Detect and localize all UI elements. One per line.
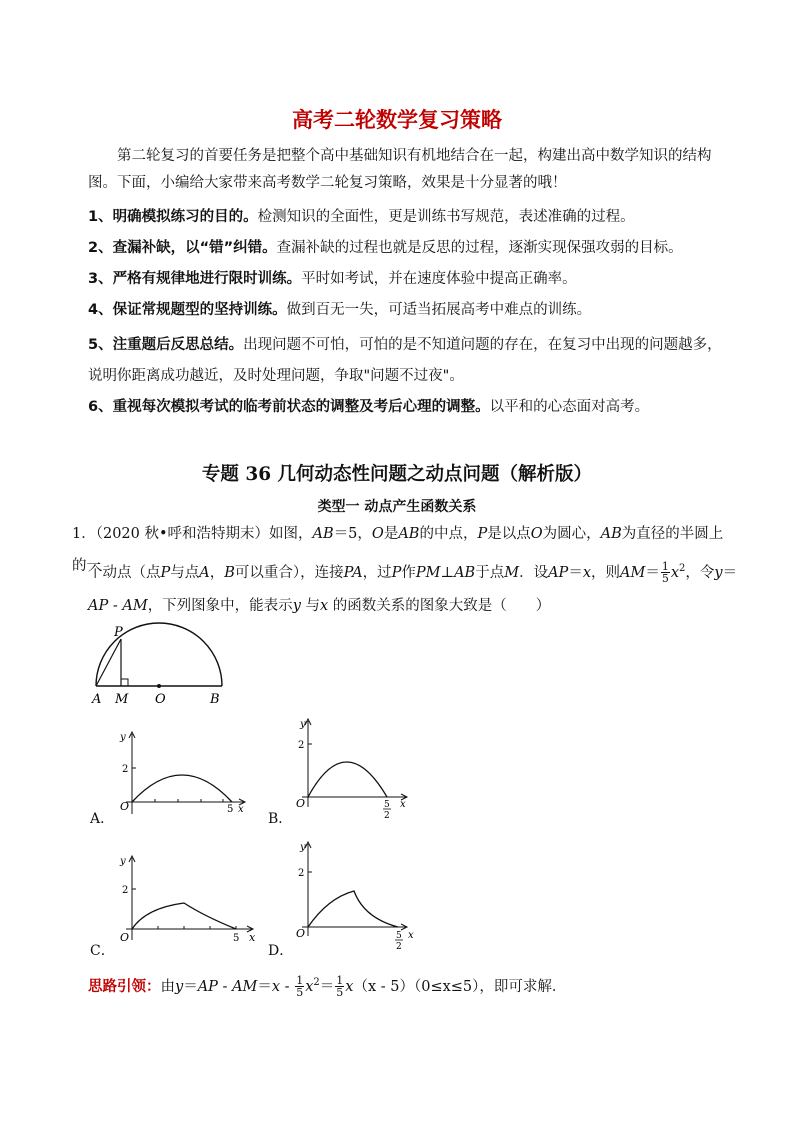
svg-text:2: 2 [298,868,305,879]
svg-text:x: x [238,804,244,815]
svg-text:5: 5 [384,800,390,810]
svg-text:5: 5 [227,804,234,815]
strategy-item-3: 3、严格有规律地进行限时训练。平时如考试，并在速度体验中提高正确率。 [88,271,577,287]
option-b-label[interactable]: B． [268,811,293,827]
svg-text:O: O [120,800,130,813]
strategy-item-2: 2、查漏补缺，以“错”纠错。查漏补缺的过程也就是反思的过程，逐渐实现保强攻弱的目标。 [88,240,683,256]
svg-text:O: O [296,797,306,810]
strategy-title: 高考二轮数学复习策略 [292,108,502,132]
fraction-one-fifth: $\frac{1}{5}$ [661,560,669,586]
semicircle-figure [88,622,238,710]
svg-text:5: 5 [233,933,240,944]
svg-text:y: y [300,842,306,853]
label-m: M [115,692,129,707]
option-c-label[interactable]: C． [90,943,115,959]
svg-text:2: 2 [122,885,129,896]
strategy-intro: 第二轮复习的首要任务是把整个高中基础知识有机地结合在一起，构建出高中数学知识的结构图。下面，小编给大家带来高考数学二轮复习策略，效果是十分显著的哦！ [88,148,712,191]
label-p: P [114,625,123,640]
option-d-label[interactable]: D． [268,943,294,959]
svg-text:2: 2 [298,740,305,751]
topic-subtitle: 类型一 动点产生函数关系 [317,499,477,515]
option-b-graph[interactable] [288,715,418,823]
svg-text:2: 2 [384,811,390,821]
option-a-graph[interactable] [112,728,252,823]
label-b: B [210,692,220,707]
svg-text:2: 2 [122,764,129,775]
option-d-graph[interactable] [288,838,418,956]
svg-text:x: x [249,931,256,944]
label-o: O [155,692,166,707]
label-a: A [92,692,102,707]
svg-text:x: x [400,799,406,810]
svg-text:O: O [120,931,130,944]
hint-label: 思路引领 [88,977,146,995]
svg-text:x: x [408,930,414,941]
svg-text:2: 2 [396,942,402,952]
strategy-item-5: 5、注重题后反思总结。出现问题不可怕，可怕的是不知道问题的存在，在复习中出现的问题越多，说明你距离成功越近，及时处理问题，争取"问题不过夜"。 [88,337,722,384]
strategy-item-1: 1、明确模拟练习的目的。检测知识的全面性，更是训练书写规范，表述准确的过程。 [88,209,635,225]
svg-text:y: y [120,856,126,867]
strategy-item-6: 6、重视每次模拟考试的临考前状态的调整及考后心理的调整。以平和的心态面对高考。 [88,399,650,415]
hint-line: 思路引领：由y＝AP - AM＝x - $\frac{1}{5}$ $x^2=$ $\frac{1}{5}$ x（x - 5）（0≤x≤5），即可求解． [88,974,567,1000]
topic-title: 专题 36 几何动态性问题之动点问题（解析版） [201,464,593,485]
svg-text:y: y [300,719,306,730]
question-line-3: AP - AM，下列图象中，能表示y 与x 的函数关系的图象大致是（ ） [88,598,551,614]
strategy-item-4: 4、保证常规题型的坚持训练。做到百无一失，可适当拓展高考中难点的训练。 [88,302,592,318]
question-line-1: 1．（2020 秋•呼和浩特期末）如图，AB＝5，O是AB的中点，P是以点O为圆心，AB为直径的半圆上的一 [72,526,724,574]
option-a-label[interactable]: A． [90,811,115,827]
question-line-2: 个动点（点P与点A，B可以重合），连接PA，过P作PM⊥AB于点M．设AP＝x，则AM＝ $\frac{1}{5}$ $x^2$，令y＝ [88,560,738,586]
svg-text:5: 5 [396,931,402,941]
svg-text:O: O [296,927,306,940]
svg-text:y: y [120,732,126,743]
option-c-graph[interactable] [112,852,264,947]
